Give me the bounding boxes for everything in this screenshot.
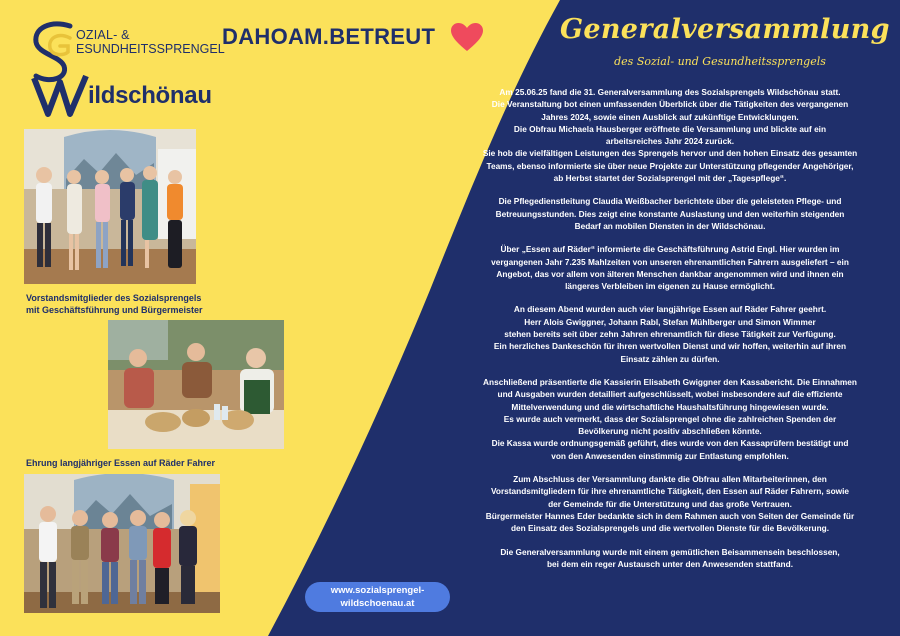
article-line: An diesem Abend wurden auch vier langjährige Essen auf Räder Fahrer geehrt. [513,304,827,315]
article-paragraph [440,195,900,232]
article-line: Am 25.06.25 fand die 31. Generalversammlung des Sozialsprengels Wildschönau statt. [499,87,841,97]
website-link[interactable] [305,582,450,612]
logo-line2-b: SPRENGEL [156,42,225,56]
headline: Generalversammlung [560,14,890,45]
article-line: längeres Verbleiben im eigenen zu Hause ermöglicht. [565,281,775,292]
article-line: arbeitsreiches Jahr 2024 zurück. [605,136,735,147]
article-line: Die Obfrau Michaela Hausberger eröffnete die Versammlung und blickte auf ein [513,123,827,134]
article-paragraph [440,243,900,292]
article-line: vergangenen Jahr 7.235 Mahlzeiten von unseren ehrenamtlichen Fahrern ausgeliefert – ein [491,256,849,267]
logo-line1: OZIAL- & [76,28,130,42]
logo [30,18,225,118]
article-paragraph [440,473,900,534]
photo-honoring-drivers [108,320,284,449]
logo-place: ildschönau [88,82,212,109]
article-line: Mittelverwendung und die wirtschaftliche Haushaltsführung hingewiesen wurde. [511,401,829,412]
article-line: Bürgermeister Hannes Eder bedankte sich in dem Rahmen auch von Seiten der Gemeinde für [485,510,855,521]
photo-group [24,474,220,613]
article-line: Betreuungsstunden. Dies zeigt eine konstante Auslastung und den weiterhin steigenden [495,208,845,219]
subheadline: des Sozial- und Gesundheitssprengels [614,55,826,68]
photo-board-members [24,129,196,284]
article-line: bei dem ein reger Austausch unter den Anwesenden stattfand. [546,558,794,569]
article-line: von den Anwesenden einstimmig zur Entlastung empfohlen. [551,450,789,461]
caption-line: Ehrung langjähriger Essen auf Räder Fahrer [26,458,216,468]
article-line: Vorstandsmitgliedern für ihre ehrenamtliche Tätigkeit, den Essen auf Räder Fahrern, sowie [490,486,850,497]
article-line: Angebot, das vor allem von älteren Menschen dankbar angenommen wird und ihnen ein [496,268,844,279]
article-line: stehen bereits seit über zehn Jahren ehrenamtlich für diese Tätigkeit zur Verfügung. [504,329,836,340]
article-line: Es wurde auch vermerkt, dass der Sozialsprengel ohne die zahlreichen Spenden der [503,413,837,424]
article-line: Sie hob die vielfältigen Leistungen des Sprengels hervor und den hohen Einsatz des gesamten [482,148,858,159]
article-paragraph [440,303,900,364]
article-body [440,86,900,581]
logo-line2 [76,42,225,56]
article-line: Herr Alois Gwiggner, Johann Rabl, Stefan Mühlberger und Simon Wimmer [524,316,816,327]
article-line: ab Herbst startet der Sozialsprengel mit der „Tagespflege“. [553,173,787,184]
article-line: Die Kassa wurde ordnungsgemäß geführt, dies wurde von den Kassaprüfern bestätigt und [491,438,849,449]
article-line: Einsatz zählen zu dürfen. [620,353,720,364]
article-line: Teams, ebenso informierte sie über neue Projekte zur Unterstützung pflegender Angehöriger, [486,160,854,171]
caption-honoring-drivers [26,457,215,469]
article-line: Zum Abschluss der Versammlung dankte die Obfrau allen Mitarbeiterinnen, den [513,474,827,485]
article-line: Über „Essen auf Räder“ informierte die Geschäftsführung Astrid Engl. Hier wurden im [500,244,840,255]
article-line: und Ausgaben wurden detailliert aufgeschlüsselt, wobei insbesondere auf die effiziente [497,389,843,400]
brand-slogan: DAHOAM.BETREUT [222,24,436,49]
website-link-line2: wildschoenau.at [340,598,415,609]
article-line: der Gemeinde für die Unterstützung und das große Vertrauen. [548,498,792,509]
article-paragraph [440,376,900,462]
article-line: Jahres 2024, sowie einen Ausblick auf zukünftige Entwicklungen. [541,111,799,122]
article-line: Die Generalversammlung wurde mit einem gemütlichen Beisammensein beschlossen, [500,546,840,557]
article-line: Anschließend präsentierte die Kassierin Elisabeth Gwiggner den Kassabericht. Die Einnahmen [483,376,857,387]
heart-icon [450,22,484,52]
article-line: Bedarf an mobilen Diensten in der Wildschönau. [574,220,766,231]
caption-board-members [26,292,203,316]
article-line: den Einsatz des Sozialsprengels und die wertvollen Dienste für die Bevölkerung. [510,523,830,534]
article-line: Bevölkerung nicht positiv abschließen könnte. [578,426,762,437]
caption-line: mit Geschäftsführung und Bürgermeister [26,305,203,315]
article-paragraph [440,86,900,184]
article-line: Die Pflegedienstleitung Claudia Weißbacher berichtete über die geleisteten Pflege- und [498,196,842,207]
logo-line2-a: ESUNDHEITS [76,42,157,56]
caption-line: Vorstandsmitglieder des Sozialsprengels [26,293,202,303]
article-line: Ein herzliches Dankeschön für ihren wertvollen Dienst und wir hoffen, weiterhin auf ihren [493,341,847,352]
article-paragraph [440,546,900,571]
article-line: Die Veranstaltung bot einen umfassenden Überblick über die Tätigkeiten des vergangenen [491,99,849,110]
website-link-line1: www.sozialsprengel- [330,585,425,596]
